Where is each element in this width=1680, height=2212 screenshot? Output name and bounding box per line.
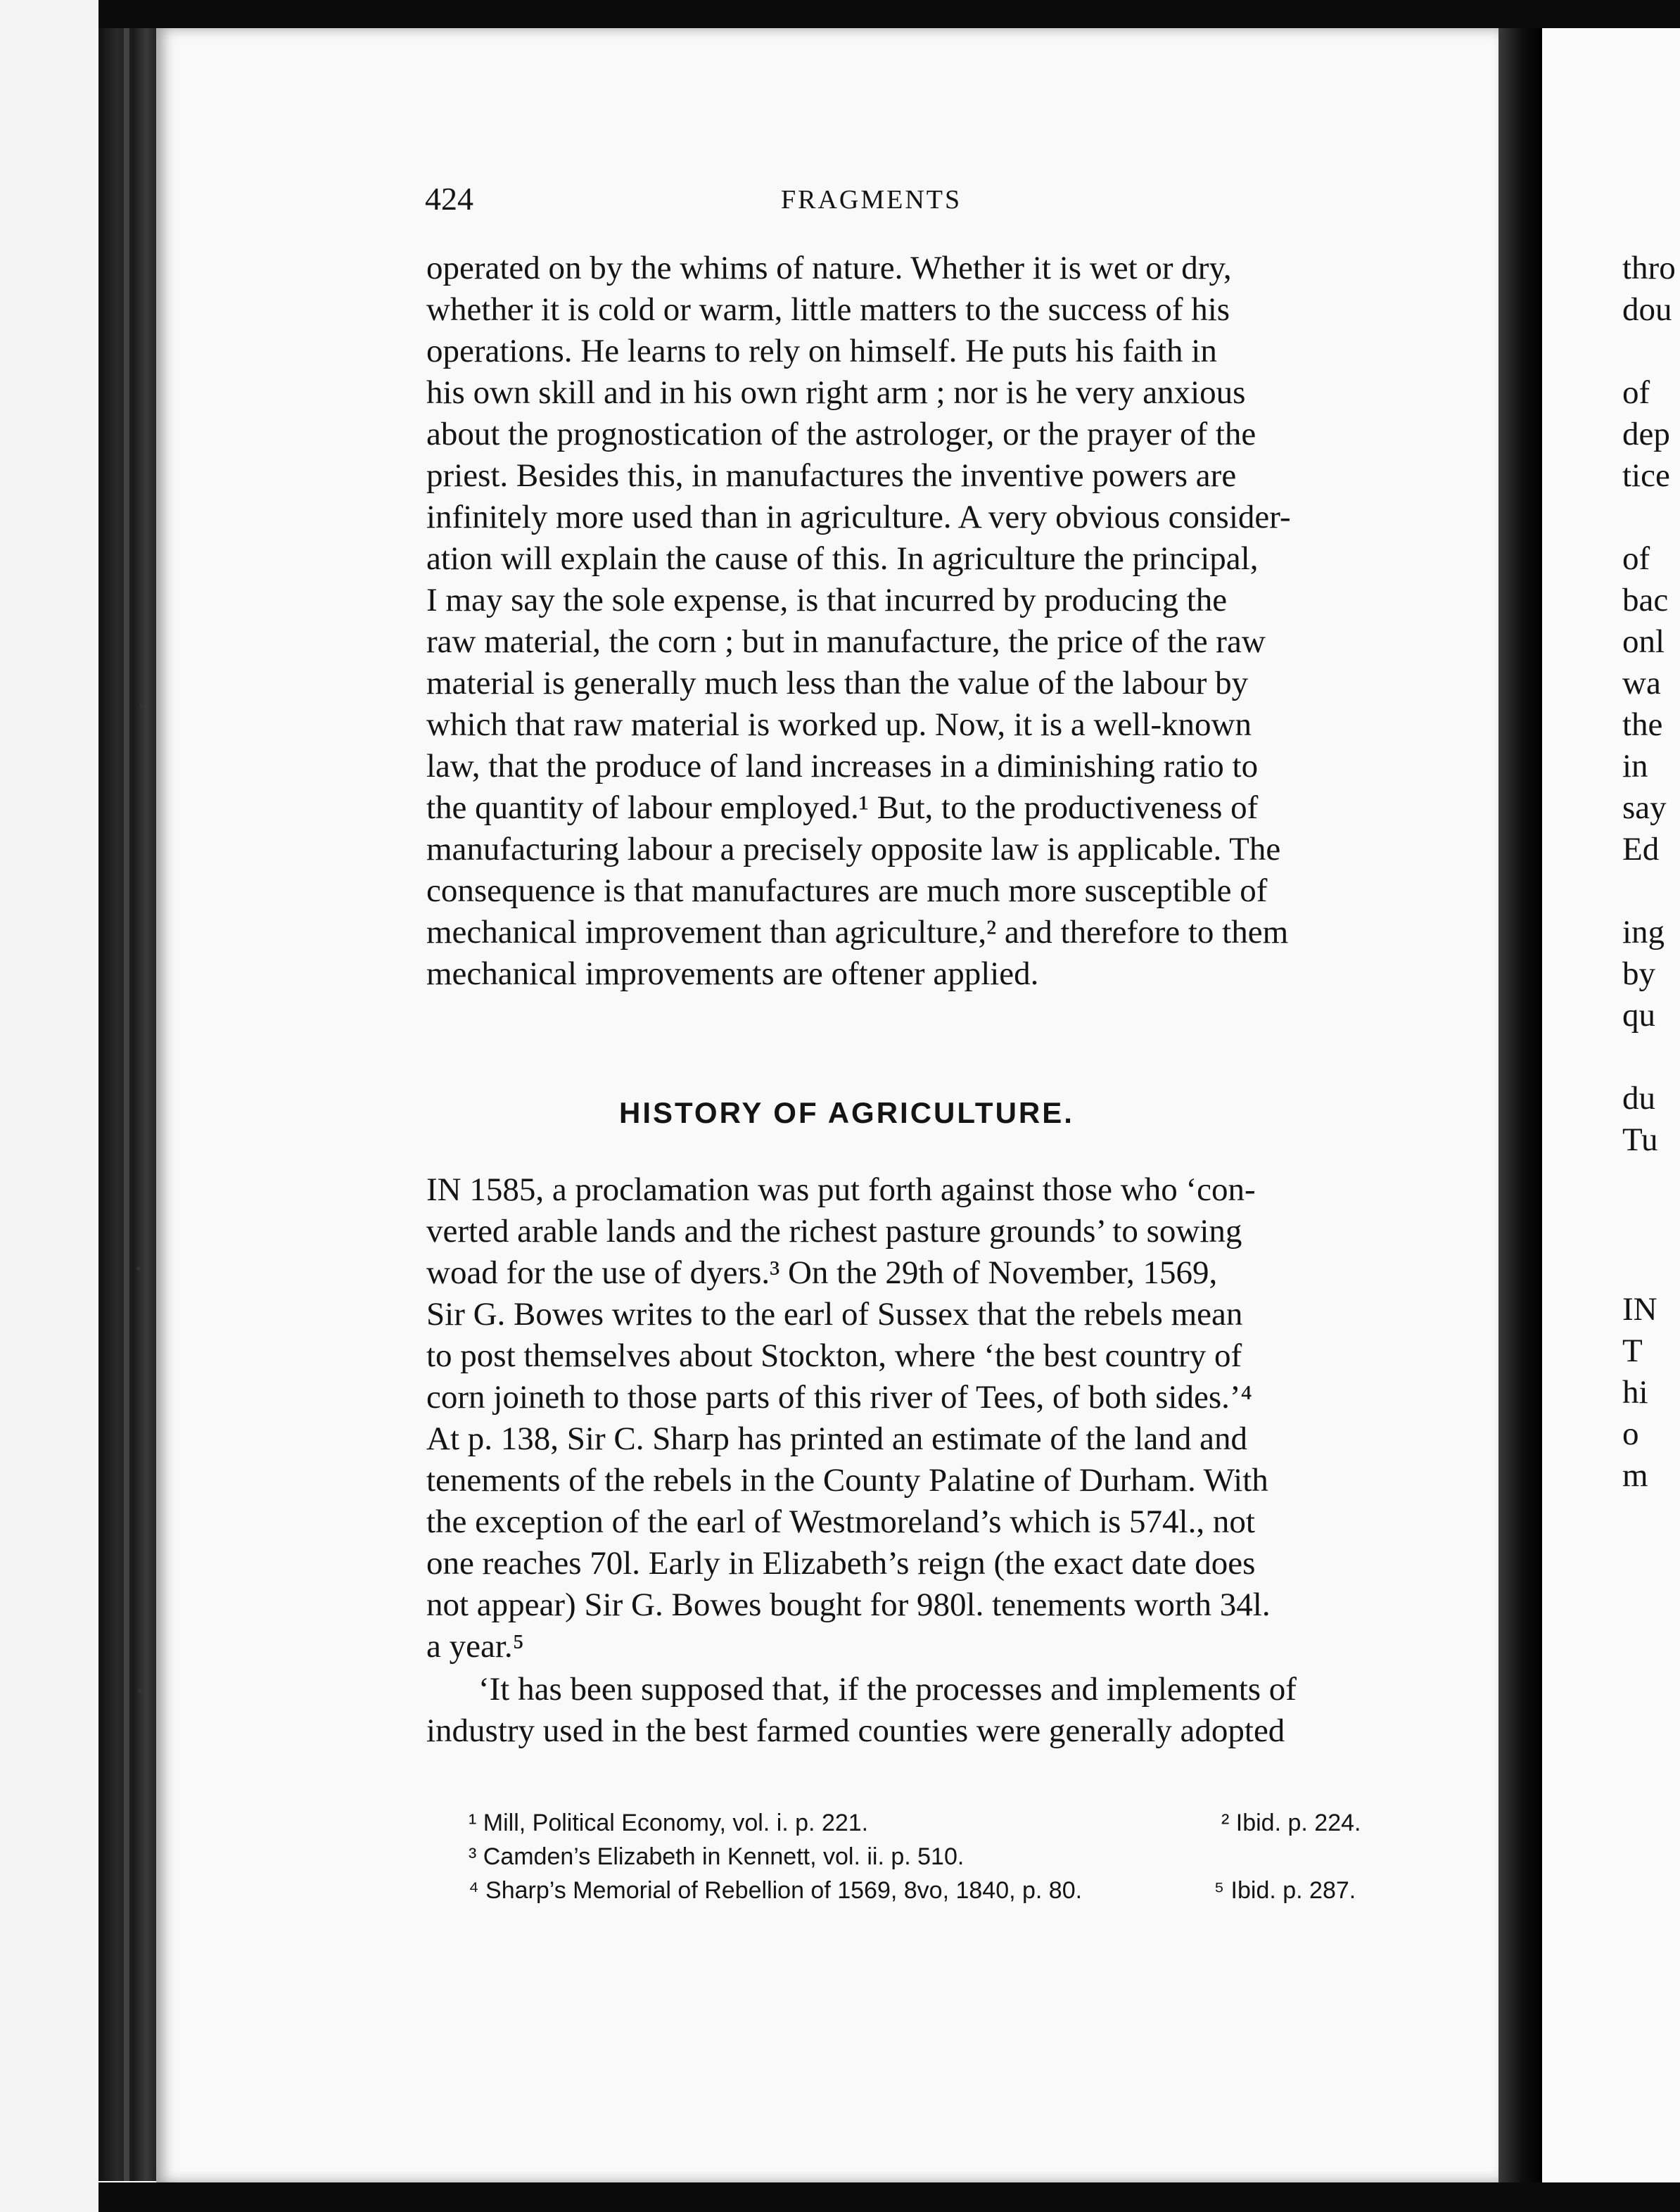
text-line: the quantity of labour employed.¹ But, to the productiveness of xyxy=(426,789,1259,826)
text-line: ‘It has been supposed that, if the processes and implements of xyxy=(478,1671,1297,1708)
text-line: a year.⁵ xyxy=(426,1628,525,1665)
facing-fragment: of xyxy=(1622,540,1650,577)
spine-highlight xyxy=(124,28,129,2181)
text-line: mechanical improvements are oftener applied. xyxy=(426,955,1039,992)
text-line: law, that the produce of land increases in a diminishing ratio to xyxy=(426,748,1259,784)
facing-fragment: onl xyxy=(1622,623,1665,660)
facing-fragment: tice xyxy=(1622,457,1670,494)
text-line: ation will explain the cause of this. In agriculture the principal, xyxy=(426,540,1259,577)
scan-border-top xyxy=(0,0,1680,28)
facing-fragment: m xyxy=(1622,1457,1648,1494)
text-line: manufacturing labour a precisely opposite law is applicable. The xyxy=(426,831,1281,867)
facing-fragment: say xyxy=(1622,789,1667,826)
text-line: verted arable lands and the richest pasture grounds’ to sowing xyxy=(426,1213,1242,1250)
facing-fragment: bac xyxy=(1622,582,1669,618)
footnote: ⁴ Sharp’s Memorial of Rebellion of 1569, 8vo, 1840, p. 80. xyxy=(469,1877,1083,1904)
text-line: corn joineth to those parts of this river of Tees, of both sides.’⁴ xyxy=(426,1379,1252,1416)
text-line: priest. Besides this, in manufactures the inventive powers are xyxy=(426,457,1237,494)
facing-page xyxy=(1542,28,1680,2182)
section-heading: HISTORY OF AGRICULTURE. xyxy=(619,1096,1074,1129)
facing-fragment: T xyxy=(1622,1333,1643,1369)
text-line: raw material, the corn ; but in manufacture, the price of the raw xyxy=(426,623,1266,660)
text-line: I may say the sole expense, is that incurred by producing the xyxy=(426,582,1228,618)
facing-fragment: thro xyxy=(1622,250,1676,286)
running-title: FRAGMENTS xyxy=(781,185,962,215)
facing-fragment: Ed xyxy=(1622,831,1660,867)
facing-fragment: hi xyxy=(1622,1374,1648,1411)
facing-fragment: of xyxy=(1622,374,1650,411)
text-line: consequence is that manufactures are much more susceptible of xyxy=(426,872,1268,909)
facing-fragment: ing xyxy=(1622,914,1665,951)
scan-border-bottom xyxy=(0,2182,1680,2212)
text-line: mechanical improvement than agriculture,² and therefore to them xyxy=(426,914,1289,951)
text-line: tenements of the rebels in the County Palatine of Durham. With xyxy=(426,1462,1268,1499)
footnote: ⁵ Ibid. p. 287. xyxy=(1214,1877,1356,1904)
facing-fragment: the xyxy=(1622,706,1663,743)
text-line: operated on by the whims of nature. Whether it is wet or dry, xyxy=(426,250,1232,286)
text-line: to post themselves about Stockton, where ‘the best country of xyxy=(426,1337,1242,1374)
scan-speck xyxy=(139,704,144,708)
text-line: woad for the use of dyers.³ On the 29th of November, 1569, xyxy=(426,1254,1218,1291)
facing-fragment: o xyxy=(1622,1416,1639,1452)
text-line: At p. 138, Sir C. Sharp has printed an estimate of the land and xyxy=(426,1420,1247,1457)
text-line: Sir G. Bowes writes to the earl of Sussex that the rebels mean xyxy=(426,1296,1243,1333)
text-line: operations. He learns to rely on himself. He puts his faith in xyxy=(426,333,1217,369)
facing-fragment: by xyxy=(1622,955,1655,992)
text-line: the exception of the earl of Westmoreland’s which is 574l., not xyxy=(426,1504,1255,1540)
text-line: industry used in the best farmed counties were generally adopted xyxy=(426,1712,1285,1749)
facing-fragment: dep xyxy=(1622,416,1670,452)
facing-fragment: Tu xyxy=(1622,1121,1658,1158)
scan-speck xyxy=(138,1689,142,1693)
text-line: about the prognostication of the astrologer, or the prayer of the xyxy=(426,416,1256,452)
facing-fragment: in xyxy=(1622,748,1648,784)
page-number: 424 xyxy=(425,181,473,217)
scan-border-left xyxy=(0,0,98,2212)
text-line: his own skill and in his own right arm ; nor is he very anxious xyxy=(426,374,1246,411)
book-spine xyxy=(98,28,162,2181)
footnote: ¹ Mill, Political Economy, vol. i. p. 221. xyxy=(469,1810,869,1836)
text-line: infinitely more used than in agriculture. A very obvious consider- xyxy=(426,499,1291,535)
scan-speck xyxy=(136,1266,141,1271)
page-gutter xyxy=(1498,28,1542,2182)
footnote: ² Ibid. p. 224. xyxy=(1221,1810,1361,1836)
facing-fragment: wa xyxy=(1622,665,1661,701)
footnote: ³ Camden’s Elizabeth in Kennett, vol. ii. p. 510. xyxy=(469,1843,965,1870)
facing-fragment: qu xyxy=(1622,997,1655,1034)
facing-fragment: dou xyxy=(1622,291,1672,328)
text-line: not appear) Sir G. Bowes bought for 980l. tenements worth 34l. xyxy=(426,1587,1271,1623)
facing-fragment: du xyxy=(1622,1080,1655,1117)
text-line: material is generally much less than the value of the labour by xyxy=(426,665,1249,701)
text-line: one reaches 70l. Early in Elizabeth’s reign (the exact date does xyxy=(426,1545,1256,1582)
text-line: whether it is cold or warm, little matters to the success of his xyxy=(426,291,1230,328)
text-line: which that raw material is worked up. Now, it is a well-known xyxy=(426,706,1252,743)
facing-fragment: IN xyxy=(1622,1291,1657,1328)
text-line: IN 1585, a proclamation was put forth against those who ‘con- xyxy=(426,1171,1256,1208)
